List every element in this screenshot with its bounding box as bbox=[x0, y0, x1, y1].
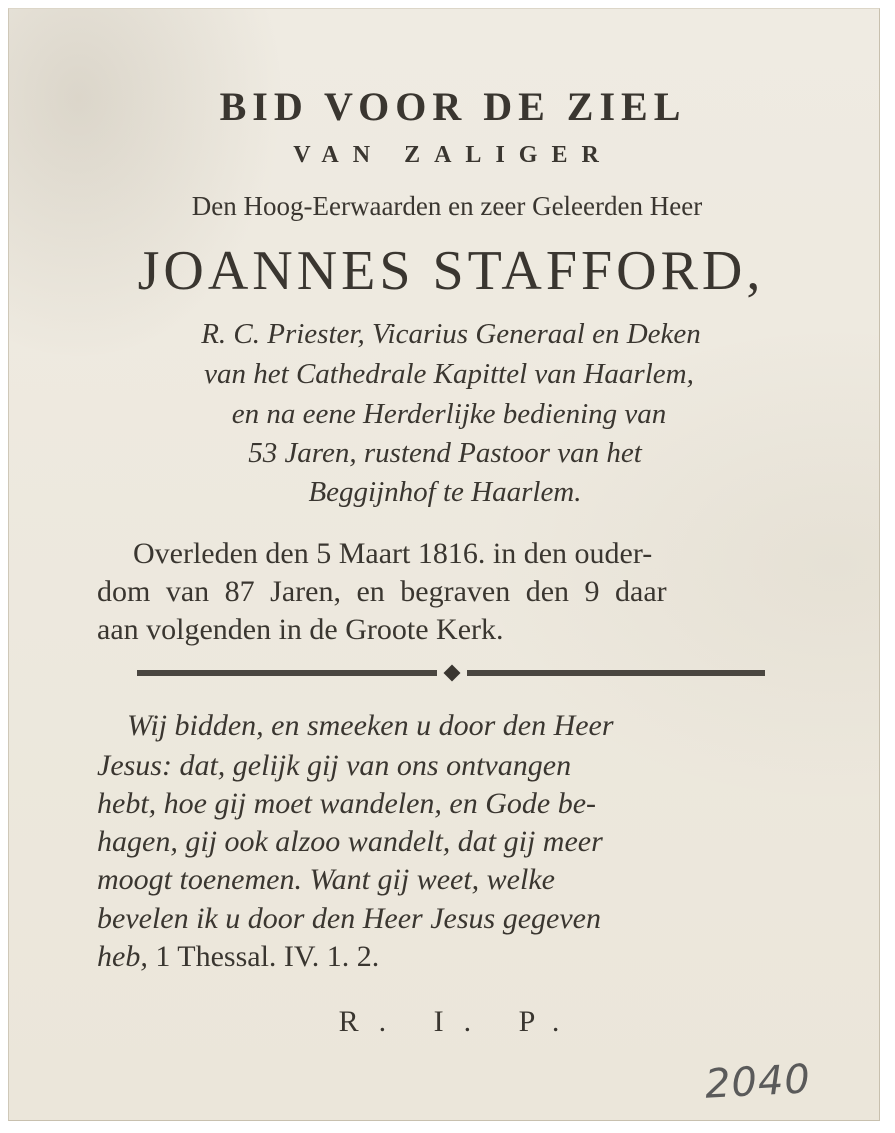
prayer-line: bevelen ik u door den Heer Jesus gegeven bbox=[97, 902, 601, 935]
deceased-name: JOANNES STAFFORD, bbox=[137, 240, 765, 302]
prayer-line: hebt, hoe gij moet wandelen, en Gode be- bbox=[97, 787, 597, 820]
memorial-card bbox=[8, 8, 880, 1121]
prayer-line: moogt toenemen. Want gij weet, welke bbox=[97, 863, 555, 896]
prayer-line: Jesus: dat, gelijk gij van ons ontvangen bbox=[97, 749, 572, 782]
death-line: aan volgenden in de Groote Kerk. bbox=[97, 613, 504, 646]
role-line: en na eene Herderlijke bediening van bbox=[231, 398, 667, 430]
prayer-line: hagen, gij ook alzoo wandelt, dat gij meer bbox=[97, 825, 603, 858]
prayer-line: Wij bidden, en smeeken u door den Heer bbox=[127, 709, 614, 742]
divider-rule-right bbox=[467, 670, 765, 676]
honorific-line: Den Hoog-Eerwaarden en zeer Geleerden Heer bbox=[191, 191, 703, 221]
closing-rip: R. I. P. bbox=[338, 1005, 580, 1038]
role-line: Beggijnhof te Haarlem. bbox=[308, 476, 582, 508]
role-line: 53 Jaren, rustend Pastoor van het bbox=[248, 437, 642, 469]
role-line: van het Cathedrale Kapittel van Haarlem, bbox=[204, 358, 694, 390]
death-line: Overleden den 5 Maart 1816. in den ouder- bbox=[133, 537, 653, 570]
prayer-last-word: heb, bbox=[97, 940, 148, 973]
divider-rule-left bbox=[137, 670, 437, 676]
death-line: dom van 87 Jaren, en begraven den 9 daar bbox=[97, 575, 667, 608]
handwritten-number: 2040 bbox=[703, 1056, 812, 1108]
divider-ornament bbox=[444, 665, 461, 682]
prayer-final-line bbox=[97, 940, 379, 974]
role-line: R. C. Priester, Vicarius Generaal en Deken bbox=[201, 318, 701, 350]
card-subheading: VAN ZALIGER bbox=[293, 142, 613, 168]
scripture-citation: 1 Thessal. IV. 1. 2. bbox=[147, 940, 380, 973]
card-heading: BID VOOR DE ZIEL bbox=[219, 84, 687, 129]
